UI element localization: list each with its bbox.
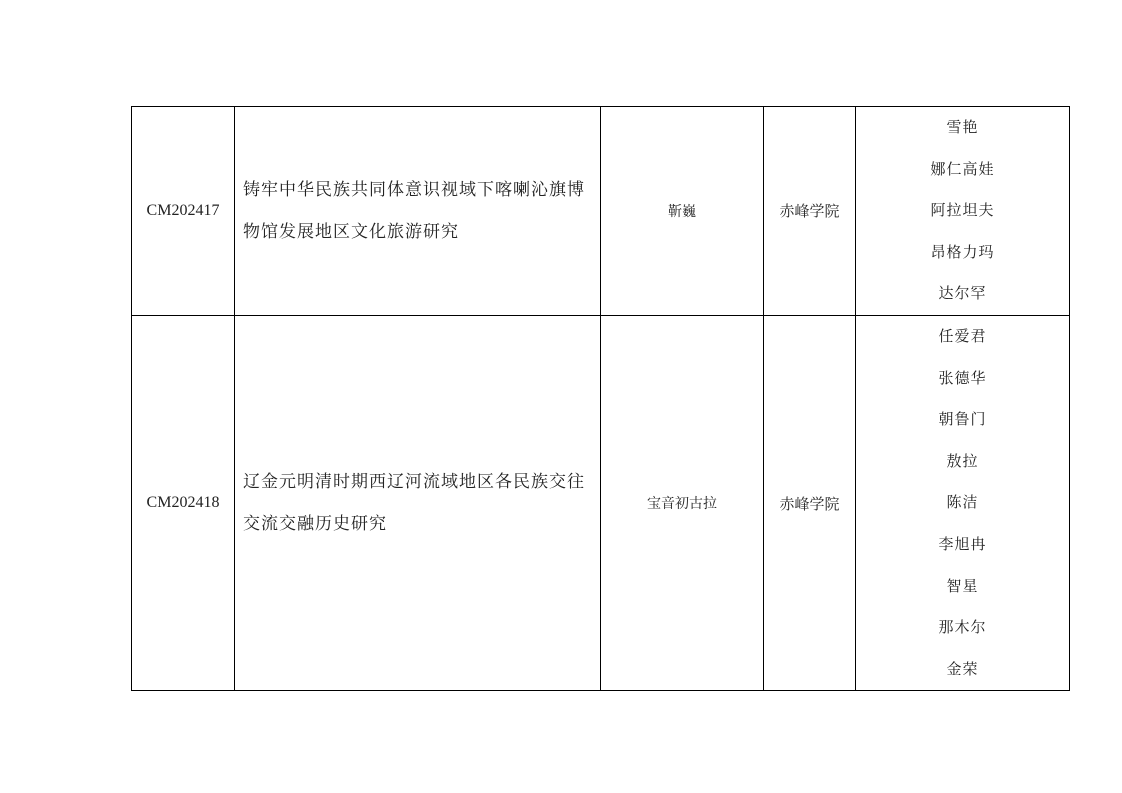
member-list [856, 316, 1069, 690]
institution-cell: 赤峰学院 [764, 107, 856, 316]
project-leader-cell: 靳巍 [601, 107, 764, 316]
member-name: 昂格力玛 [930, 242, 995, 261]
members-cell [856, 315, 1070, 690]
institution-cell: 赤峰学院 [764, 315, 856, 690]
member-name: 雪艳 [946, 118, 979, 136]
member-list [856, 107, 1069, 315]
project-id-cell: CM202417 [132, 107, 235, 316]
table-row [132, 315, 1070, 690]
project-title-cell: 辽金元明清时期西辽河流域地区各民族交往交流交融历史研究 [235, 315, 601, 690]
member-name: 敖拉 [946, 451, 979, 470]
members-cell [856, 107, 1070, 316]
member-name: 娜仁高娃 [930, 159, 995, 178]
member-name: 张德华 [938, 368, 987, 387]
project-leader-cell: 宝音初古拉 [601, 315, 764, 690]
member-name: 任爱君 [938, 326, 987, 345]
member-name: 那木尔 [938, 618, 987, 637]
project-title-cell: 铸牢中华民族共同体意识视域下喀喇沁旗博物馆发展地区文化旅游研究 [235, 107, 601, 316]
member-name: 达尔罕 [938, 284, 987, 303]
member-name: 陈洁 [946, 493, 979, 512]
member-name: 阿拉坦夫 [930, 201, 995, 220]
member-name: 智星 [946, 576, 979, 595]
member-name: 金荣 [946, 659, 979, 678]
member-name: 李旭冉 [938, 534, 987, 553]
project-table [131, 106, 1070, 691]
project-id-cell: CM202418 [132, 315, 235, 690]
member-name: 朝鲁门 [938, 410, 987, 429]
table-row [132, 107, 1070, 316]
